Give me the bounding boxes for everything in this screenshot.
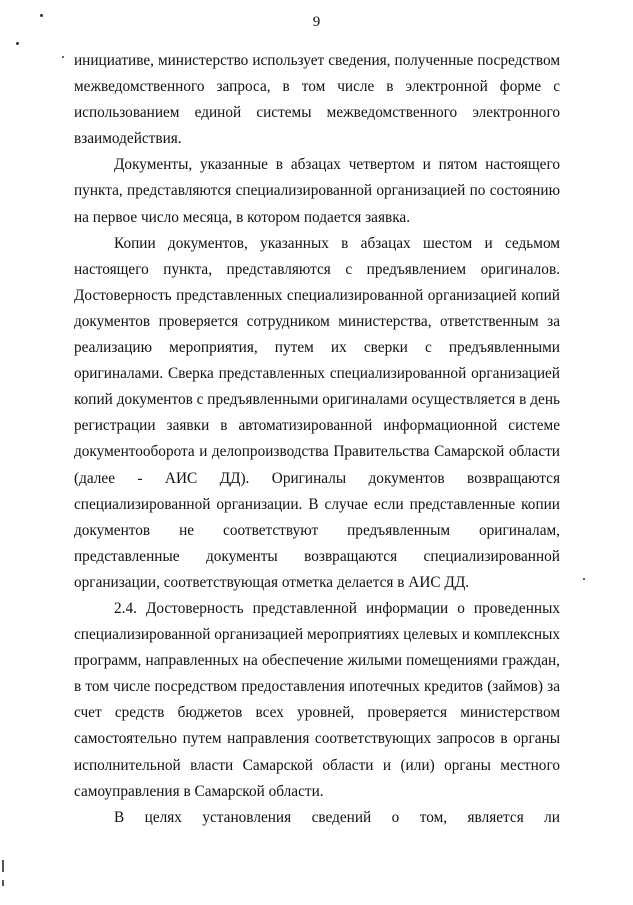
paragraph-5: В целях установления сведений о том, является ли: [114, 808, 560, 826]
paragraph-4: 2.4. Достоверность представленной информации о проведенных специализированной организацией мероприятиях целевых и комплексных программ, направленных на обеспечение жилыми помещениями граждан, в том числе посредством предоставления ипотечных кредитов (займов) за счет средств бюджетов всех уровней, проверяется министерством самостоятельно путем направления соответствующих запросов в органы исполнительной власти Самарской области и (или) органы местного самоуправления в Самарской области.: [74, 599, 560, 800]
document-body: [74, 48, 560, 831]
scan-speck: [583, 578, 585, 580]
scan-edge-mark: [2, 880, 4, 886]
scan-edge-mark: [2, 860, 4, 872]
paragraph-3: Копии документов, указанных в абзацах шестом и седьмом настоящего пункта, представляются с предъявлением оригиналов. Достоверность представленных специализированной организацией копий документов проверяется сотрудником министерства, ответственным за реализацию мероприятия, путем их сверки с предъявленными оригиналами. Сверка представленных специализированной организацией копий документов с предъявленными оригиналами осуществляется в день регистрации заявки в автоматизированной информационной системе документооборота и делопроизводства Правительства Самарской области (далее - АИС ДД). Оригиналы документов возвращаются специализированной организации. В случае если представленные копии документов не соответствуют предъявленным оригиналам, представленные документы возвращаются специализированной организации, соответствующая отметка делается в АИС ДД.: [74, 234, 560, 591]
scan-speck: [62, 56, 64, 58]
scan-speck: [16, 42, 19, 45]
scan-speck: [40, 14, 43, 17]
page-number: 9: [312, 14, 321, 30]
paragraph-1: инициативе, министерство использует сведения, полученные посредством межведомственного запроса, в том числе в электронной форме с использованием единой системы межведомственного электронного взаимодействия.: [74, 52, 560, 148]
paragraph-2: Документы, указанные в абзацах четвертом и пятом настоящего пункта, представляются специализированной организацией по состоянию на первое число месяца, в котором подается заявка.: [74, 156, 560, 226]
